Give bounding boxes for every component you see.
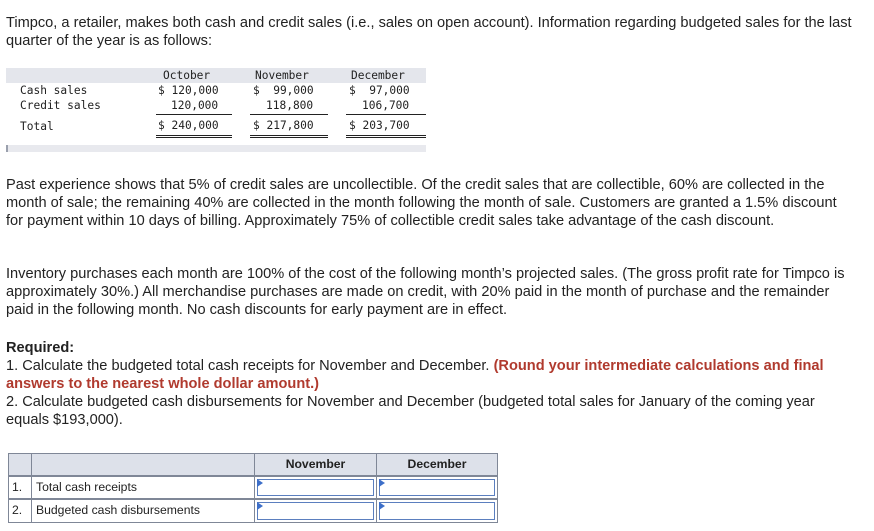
subtotal-rule-october [156,114,232,115]
requirement-1-rounding-note: (Round your intermediate calculations and final answers to the nearest whole dollar amount.) [6,358,824,392]
input-marker-icon [379,479,385,487]
total-october: $ 240,000 [158,119,219,132]
total-cash-receipts-november-input[interactable] [257,479,374,496]
answer-header-blank-label [31,453,255,476]
total-november: $ 217,800 [253,119,314,132]
input-marker-icon [379,502,385,510]
answer-header-november: November [254,453,377,476]
input-marker-icon [257,479,263,487]
intro-paragraph: Timpco, a retailer, makes both cash and credit sales (i.e., sales on open account). Information regarding budgeted sales for the last quarter of the year is as follows: [6,15,852,49]
requirement-1-text: 1. Calculate the budgeted total cash receipts for November and December. [6,358,490,374]
col-header-december: December [351,69,405,82]
cash-sales-november: $ 99,000 [253,84,314,97]
total-double-rule-october [156,135,232,138]
total-double-rule-november [250,135,328,138]
required-heading: Required: [6,340,75,356]
answer-header-blank-num [8,453,32,476]
cash-disbursements-november-cell [254,499,377,523]
answer-header-december: December [376,453,498,476]
total-december: $ 203,700 [349,119,410,132]
answer-row-1-number: 1. [8,476,32,499]
answer-table [8,453,498,523]
answer-row-1-label: Total cash receipts [31,476,255,499]
row-label-total: Total [20,120,54,133]
table-footer-marker [6,145,8,152]
col-header-october: October [163,69,211,82]
total-cash-receipts-december-input[interactable] [379,479,495,496]
inventory-policy-paragraph: Inventory purchases each month are 100% of the cost of the following month’s projected sales. (The gross profit rate for Timpco is approximately 30%.) All merchandise purchases are made on credit, with 20% paid in the month of purchase and the remainder paid in the following month. No cash discounts for early payment are in effect. [6,266,845,318]
required-section [6,339,856,429]
cash-disbursements-december-input[interactable] [379,502,495,520]
row-label-credit-sales: Credit sales [20,99,101,112]
requirement-2: 2. Calculate budgeted cash disbursements for November and December (budgeted total sales for January of the coming year equals $193,000). [6,394,815,428]
cash-sales-december: $ 97,000 [349,84,410,97]
credit-sales-november: 118,800 [266,99,314,112]
subtotal-rule-november [250,114,328,115]
cash-sales-october: $ 120,000 [158,84,219,97]
row-label-cash-sales: Cash sales [20,84,88,97]
total-cash-receipts-december-cell [376,476,498,499]
cash-disbursements-december-cell [376,499,498,523]
answer-row-2-number: 2. [8,499,32,523]
credit-sales-october: 120,000 [171,99,219,112]
credit-sales-december: 106,700 [362,99,410,112]
total-double-rule-december [346,135,426,138]
requirement-1 [6,357,856,393]
subtotal-rule-december [346,114,426,115]
cash-disbursements-november-input[interactable] [257,502,374,520]
col-header-november: November [255,69,309,82]
total-cash-receipts-november-cell [254,476,377,499]
collection-policy-paragraph: Past experience shows that 5% of credit sales are uncollectible. Of the credit sales that are collectible, 60% are collected in the month of sale; the remaining 40% are collected in the month following the month of sale. Customers are granted a 1.5% discount for payment within 10 days of billing. Approximately 75% of collectible credit sales take advantage of the cash discount. [6,177,837,229]
budget-sales-table [6,68,426,152]
input-marker-icon [257,502,263,510]
answer-row-2-label: Budgeted cash disbursements [31,499,255,523]
table-footer-band [6,145,426,152]
